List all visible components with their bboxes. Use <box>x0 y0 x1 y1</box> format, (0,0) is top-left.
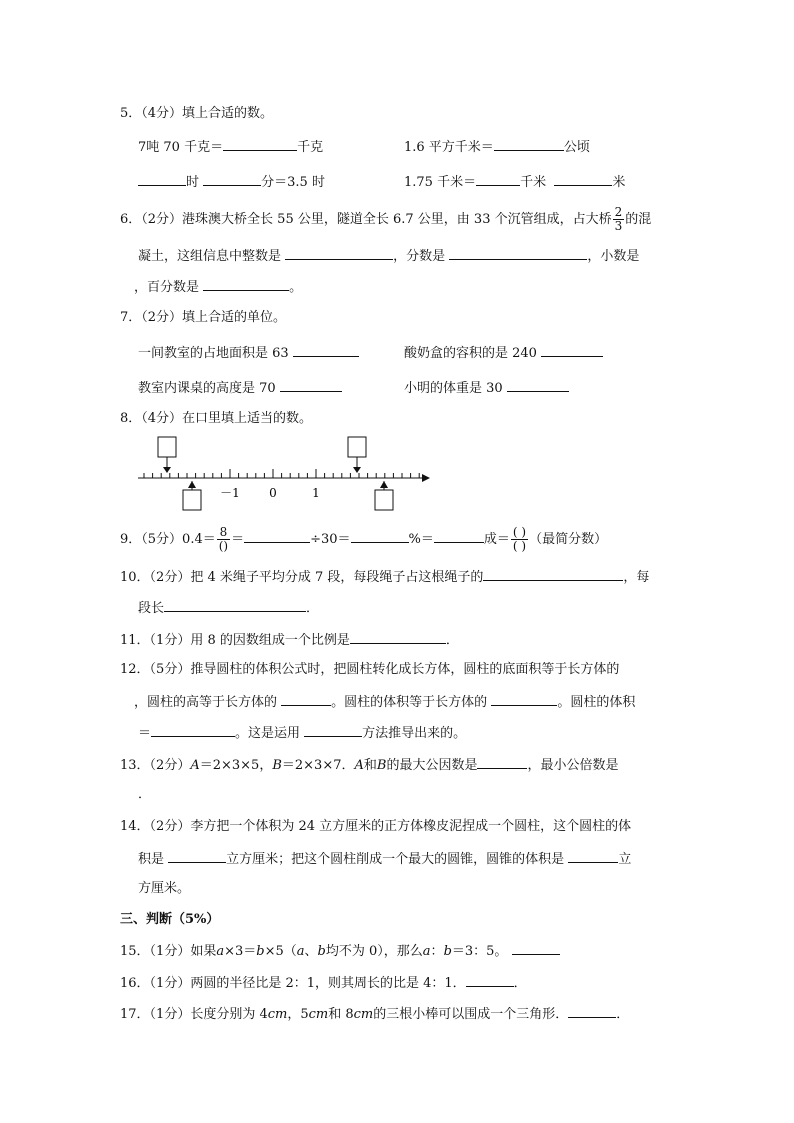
q10-text-1: 10．（2分）把 4 米绳子平均分成 7 段，每段绳子占这根绳子的 <box>120 570 484 585</box>
q5-c-unit-1: 时 <box>186 175 200 190</box>
q7-c-text: 教室内课桌的高度是 70 <box>138 381 276 396</box>
q6-fraction-blank[interactable] <box>449 245 587 260</box>
q10-text-2: ，每 <box>623 570 650 585</box>
q5-item-c <box>138 171 325 193</box>
q9-pct: %＝ <box>408 532 434 547</box>
q6-frac-num: 2 <box>614 205 623 219</box>
q17-text-5: ． <box>616 1007 630 1022</box>
q12-text-4: ＝ <box>138 726 152 741</box>
q7-d-blank[interactable] <box>507 377 569 392</box>
arrow-down-left <box>163 467 171 473</box>
q6-text-3: 凝土，这组信息中整数是 <box>138 249 282 264</box>
q9-text-2: （最简分数） <box>529 532 608 547</box>
q16-text-2: ． <box>513 976 527 991</box>
q5-a-unit: 千克 <box>297 140 324 155</box>
q17-text-2: ，5 <box>287 1007 309 1022</box>
q5-d-blank-2[interactable] <box>554 171 612 186</box>
q15-text-5: 均不为 0），那么 <box>325 944 423 959</box>
q6-integer-blank[interactable] <box>285 245 393 260</box>
q5-c-unit-2: 分＝3.5 时 <box>261 175 325 190</box>
q15-var-a2: a <box>296 944 305 959</box>
q17-text-3: 和 8 <box>328 1007 354 1022</box>
q10-text-4: ． <box>306 601 320 616</box>
q6-frac-den: 3 <box>614 219 623 233</box>
q12-text-2: 。圆柱的体积等于长方体的 <box>331 695 488 710</box>
q16-answer-blank[interactable] <box>466 972 514 987</box>
q12-text-1: ，圆柱的高等于长方体的 <box>134 695 278 710</box>
q9-eq: ＝ <box>231 532 245 547</box>
arrow-up-right <box>380 481 388 488</box>
q12-line-3 <box>138 722 466 744</box>
q16-line <box>120 972 527 994</box>
q17-answer-blank[interactable] <box>568 1003 616 1018</box>
q8-heading: 8．（4分）在口里填上适当的数。 <box>120 411 313 426</box>
q15-answer-blank[interactable] <box>512 940 560 955</box>
q7-c-blank[interactable] <box>280 377 342 392</box>
q17-unit-3: cm <box>353 1007 374 1022</box>
q13-expr-2: ＝2×3×7． <box>281 758 355 773</box>
label-zero: 0 <box>269 486 277 500</box>
q13-line-2: ． <box>138 787 152 802</box>
q14-line-1: 14．（2分）李方把一个体积为 24 立方厘米的正方体橡皮泥捏成一个圆柱，这个圆柱的体 <box>120 819 632 834</box>
q14-text-2: 立方厘米；把这个圆柱削成一个最大的圆锥，圆锥的体积是 <box>226 852 565 867</box>
q17-unit-1: cm <box>267 1007 288 1022</box>
q6-text-4: ，分数是 <box>393 249 446 264</box>
q5-b-blank[interactable] <box>494 136 564 151</box>
label-one: 1 <box>312 486 320 500</box>
q15-var-a3: a <box>422 944 431 959</box>
q5-item-a <box>138 136 323 158</box>
q14-text-3: 立 <box>618 852 632 867</box>
arrow-down-right <box>353 467 361 473</box>
q9-frac1-num: 8 <box>217 526 230 540</box>
q9-blank-3[interactable] <box>434 528 484 543</box>
q13-text-1: 13．（2分） <box>120 758 191 773</box>
q11-text-1: 11．（1分）用 8 的因数组成一个比例是 <box>120 633 350 648</box>
q13-var-b: B <box>272 758 282 773</box>
q12-text-6: 方法推导出来的。 <box>362 726 467 741</box>
q7-b-text: 酸奶盒的容积的是 240 <box>404 346 537 361</box>
q5-b-text: 1.6 平方千米＝ <box>404 140 494 155</box>
q5-item-b <box>404 136 590 158</box>
q7-item-c <box>138 377 342 399</box>
q7-a-text: 一间教室的占地面积是 63 <box>138 346 289 361</box>
q6-percent-blank[interactable] <box>203 276 289 291</box>
q10-blank-2[interactable] <box>164 597 306 612</box>
answer-box-lower-right[interactable] <box>375 490 393 510</box>
q9-line <box>120 526 607 553</box>
q6-line-1 <box>120 206 651 233</box>
q17-unit-2: cm <box>308 1007 329 1022</box>
q14-text-1: 积是 <box>138 852 165 867</box>
q7-item-b <box>404 342 603 364</box>
q17-text-1: 17．（1分）长度分别为 4 <box>120 1007 268 1022</box>
q13-var-a2: A <box>354 758 364 773</box>
q7-d-text: 小明的体重是 30 <box>404 381 503 396</box>
q6-line-2 <box>138 245 639 267</box>
q15-text-4: 、 <box>304 944 318 959</box>
label-minus-1: －1 <box>220 486 240 500</box>
q12-text-5: 。这是运用 <box>235 726 301 741</box>
q14-blank-1[interactable] <box>168 848 226 863</box>
q9-frac2-num[interactable]: ( ) <box>512 525 527 539</box>
q6-text-2: 的混 <box>625 212 652 227</box>
q5-heading: 5．（4分）填上合适的数。 <box>120 106 274 121</box>
q13-var-a: A <box>190 758 200 773</box>
q14-line-3: 方厘米。 <box>138 881 191 896</box>
q15-text-6: ： <box>430 944 444 959</box>
q13-line-1 <box>120 754 619 776</box>
q13-var-b2: B <box>376 758 387 773</box>
q9-blank-2[interactable] <box>351 528 409 543</box>
q9-fraction-2 <box>511 526 528 553</box>
q11-blank[interactable] <box>350 629 446 644</box>
q15-var-b3: b <box>443 944 452 959</box>
q12-blank-2[interactable] <box>491 691 557 706</box>
q7-heading: 7．（2分）填上合适的单位。 <box>120 310 287 325</box>
q9-blank-1[interactable] <box>244 528 310 543</box>
q15-line <box>120 940 560 962</box>
q17-line <box>120 1003 629 1025</box>
q12-blank-3[interactable] <box>151 722 235 737</box>
arrow-up-left <box>188 481 196 488</box>
q13-expr-1: ＝2×3×5， <box>199 758 273 773</box>
q5-c-blank-2[interactable] <box>203 171 261 186</box>
q12-blank-1[interactable] <box>281 691 331 706</box>
q14-blank-2[interactable] <box>568 848 618 863</box>
q15-text-3: ×5（ <box>264 944 297 959</box>
q7-item-a <box>138 342 359 364</box>
q16-text-1: 16．（1分）两圆的半径比是 2：1，则其周长的比是 4：1． <box>120 976 466 991</box>
q9-div: ÷30＝ <box>310 532 351 547</box>
tick-marks <box>144 469 419 478</box>
q10-blank-1[interactable] <box>483 566 623 581</box>
q17-text-4: 的三根小棒可以围成一个三角形． <box>373 1007 569 1022</box>
q15-var-b: b <box>256 944 265 959</box>
answer-box-upper-left[interactable] <box>158 437 176 457</box>
q13-gcd-blank[interactable] <box>477 754 527 769</box>
q10-line-1 <box>120 566 649 588</box>
q6-text-7: 。 <box>289 280 303 295</box>
q7-b-blank[interactable] <box>541 342 603 357</box>
q11-line <box>120 629 459 651</box>
q6-text-6: ，百分数是 <box>134 280 200 295</box>
q5-a-blank[interactable] <box>223 136 297 151</box>
q9-frac1-den[interactable]: () <box>218 539 229 553</box>
q12-line-2 <box>134 691 635 713</box>
q6-text-1: 6．（2分）港珠澳大桥全长 55 公里，隧道全长 6.7 公里，由 33 个沉管组成，占大桥 <box>120 212 612 227</box>
q15-text-7: ＝3：5。 <box>451 944 508 959</box>
q5-b-unit: 公顷 <box>563 140 590 155</box>
answer-box-lower-left[interactable] <box>183 490 201 510</box>
q7-a-blank[interactable] <box>293 342 359 357</box>
axis-arrowhead <box>422 474 430 482</box>
answer-box-upper-right[interactable] <box>348 437 366 457</box>
q6-fraction <box>613 206 625 233</box>
q14-line-2 <box>138 848 631 870</box>
q13-and: 和 <box>363 758 377 773</box>
q5-d-unit-1: 千米 <box>520 175 547 190</box>
q7-item-d <box>404 377 569 399</box>
q12-text-3: 。圆柱的体积 <box>557 695 636 710</box>
q9-cheng: 成＝ <box>483 532 510 547</box>
q5-d-unit-2: 米 <box>612 175 626 190</box>
q5-item-d <box>404 171 625 193</box>
q5-d-text: 1.75 千米＝ <box>404 175 477 190</box>
number-line-figure <box>130 435 440 515</box>
q6-line-3 <box>134 276 302 298</box>
q12-blank-4[interactable] <box>304 722 362 737</box>
q10-text-3: 段长 <box>138 601 165 616</box>
q13-text-3: ，最小公倍数是 <box>527 758 619 773</box>
q9-fraction-1 <box>217 526 230 553</box>
section-3-heading: 三、判断（5%） <box>120 912 220 927</box>
q5-d-blank-1[interactable] <box>476 171 520 186</box>
q15-var-b2: b <box>317 944 326 959</box>
q15-var-a: a <box>216 944 225 959</box>
q13-text-2: 的最大公因数是 <box>386 758 478 773</box>
q10-line-2 <box>138 597 319 619</box>
q12-line-1: 12．（5分）推导圆柱的体积公式时，把圆柱转化成长方体，圆柱的底面积等于长方体的 <box>120 662 620 677</box>
q5-c-blank-1[interactable] <box>138 171 186 186</box>
q6-text-5: ，小数是 <box>587 249 640 264</box>
q9-text-1: 9．（5分）0.4＝ <box>120 532 216 547</box>
q15-text-2: ×3＝ <box>224 944 257 959</box>
q15-text-1: 15．（1分）如果 <box>120 944 217 959</box>
q5-a-text: 7吨 70 千克＝ <box>138 140 224 155</box>
q11-text-2: ． <box>445 633 459 648</box>
q9-frac2-den[interactable]: ( ) <box>512 539 527 553</box>
